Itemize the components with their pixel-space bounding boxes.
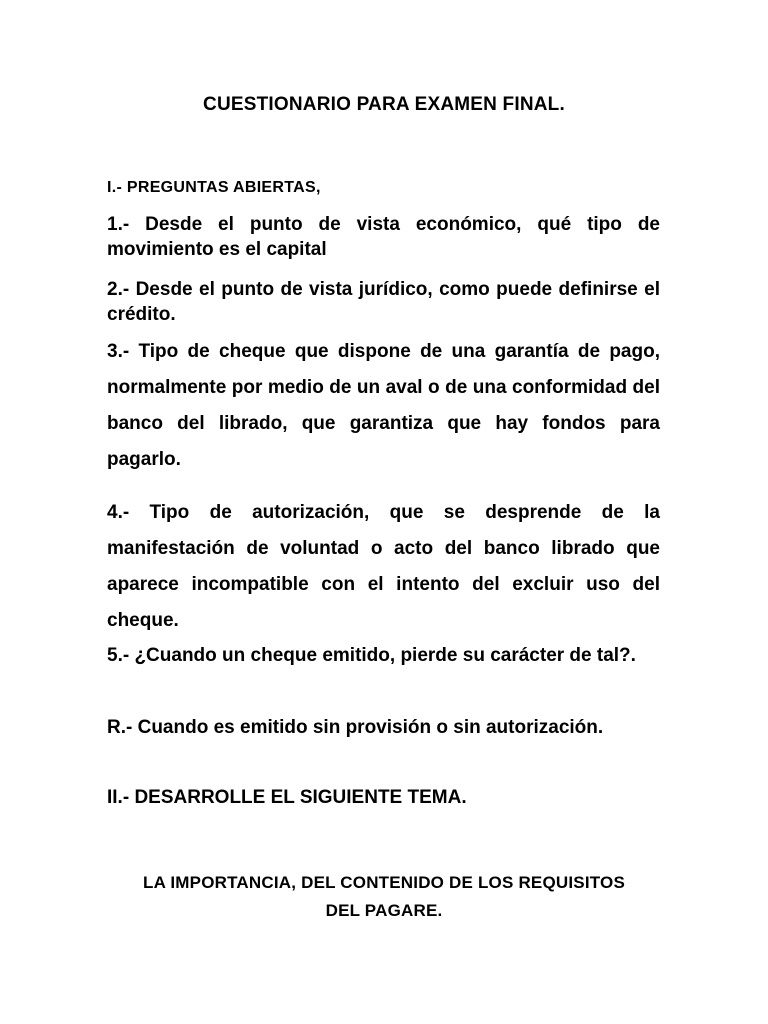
page-title: CUESTIONARIO PARA EXAMEN FINAL. xyxy=(203,94,565,115)
section-heading-open-questions: I.- PREGUNTAS ABIERTAS, xyxy=(107,179,321,196)
essay-topic xyxy=(0,869,768,925)
question-4: 4.- Tipo de autorización, que se desprende de la manifestación de voluntad o acto del banco librado que aparece incompatible con el intento del excluir uso del cheque. xyxy=(107,502,660,631)
essay-topic-line-1: LA IMPORTANCIA, DEL CONTENIDO DE LOS REQUISITOS xyxy=(143,873,625,892)
question-1: 1.- Desde el punto de vista económico, qué tipo de movimiento es el capital xyxy=(107,214,660,260)
question-5: 5.- ¿Cuando un cheque emitido, pierde su carácter de tal?. xyxy=(107,645,636,666)
essay-topic-line-2: DEL PAGARE. xyxy=(325,901,443,920)
question-2: 2.- Desde el punto de vista jurídico, como puede definirse el crédito. xyxy=(107,279,660,325)
question-3: 3.- Tipo de cheque que dispone de una garantía de pago, normalmente por medio de un aval o de una conformidad del banco del librado, que garantiza que hay fondos para pagarlo. xyxy=(107,341,660,470)
section-heading-develop-topic: II.- DESARROLLE EL SIGUIENTE TEMA. xyxy=(107,787,467,808)
answer-5: R.- Cuando es emitido sin provisión o sin autorización. xyxy=(107,717,604,738)
